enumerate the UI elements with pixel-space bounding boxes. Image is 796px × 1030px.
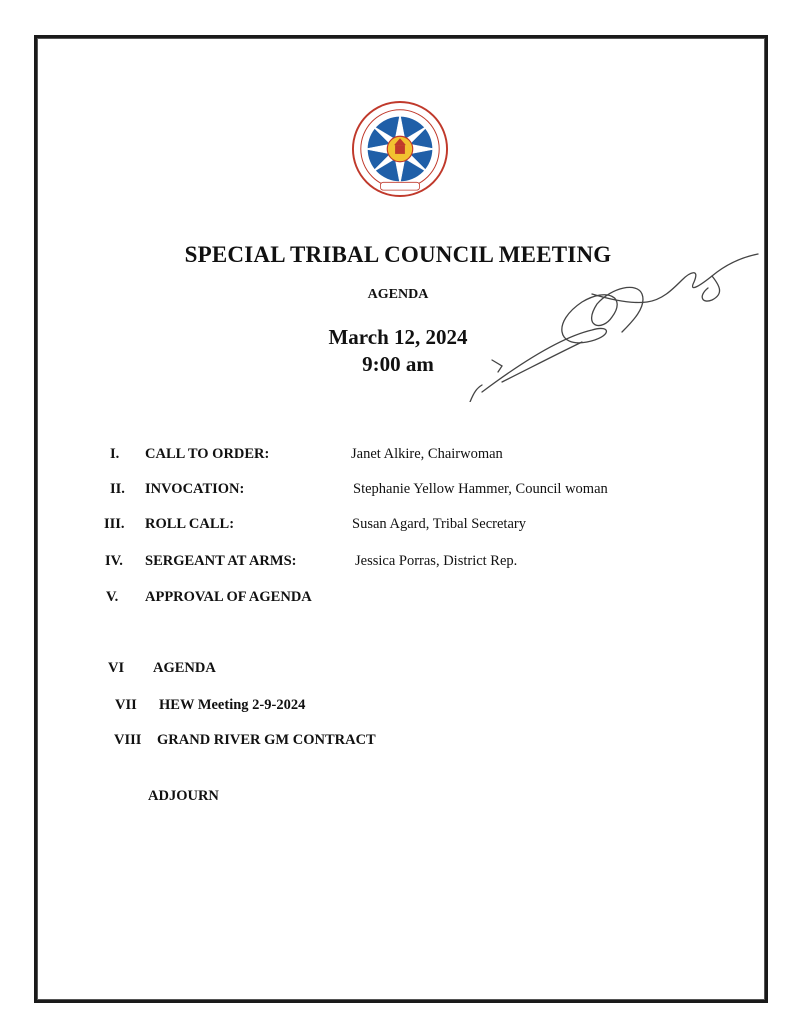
adjourn-label: ADJOURN — [148, 788, 219, 804]
tribal-seal-logo — [351, 100, 449, 198]
item-number: III. — [104, 516, 125, 532]
page-title: SPECIAL TRIBAL COUNCIL MEETING — [184, 242, 612, 267]
item-presenter: Susan Agard, Tribal Secretary — [352, 516, 526, 532]
item-number: VIII — [114, 732, 142, 748]
item-presenter: Stephanie Yellow Hammer, Council woman — [353, 481, 608, 497]
agenda-subtitle: AGENDA — [367, 287, 429, 302]
item-label: SERGEANT AT ARMS: — [145, 553, 297, 569]
handwritten-signature — [462, 242, 762, 402]
item-number: IV. — [105, 553, 123, 569]
item-number: VII — [115, 697, 137, 713]
item-label: GRAND RIVER GM CONTRACT — [157, 732, 376, 748]
item-number: I. — [110, 446, 120, 462]
item-presenter: Janet Alkire, Chairwoman — [351, 446, 503, 462]
meeting-date: March 12, 2024 — [328, 325, 468, 349]
item-number: VI — [108, 660, 125, 676]
item-number: II. — [110, 481, 125, 497]
item-presenter: Jessica Porras, District Rep. — [355, 553, 518, 569]
item-label: ROLL CALL: — [145, 516, 235, 532]
item-label: HEW Meeting 2-9-2024 — [159, 697, 306, 713]
item-label: CALL TO ORDER: — [145, 446, 270, 462]
meeting-time: 9:00 am — [362, 352, 434, 376]
item-label: INVOCATION: — [145, 481, 245, 497]
item-label: AGENDA — [153, 660, 216, 676]
item-label: APPROVAL OF AGENDA — [145, 589, 312, 605]
item-number: V. — [106, 589, 119, 605]
